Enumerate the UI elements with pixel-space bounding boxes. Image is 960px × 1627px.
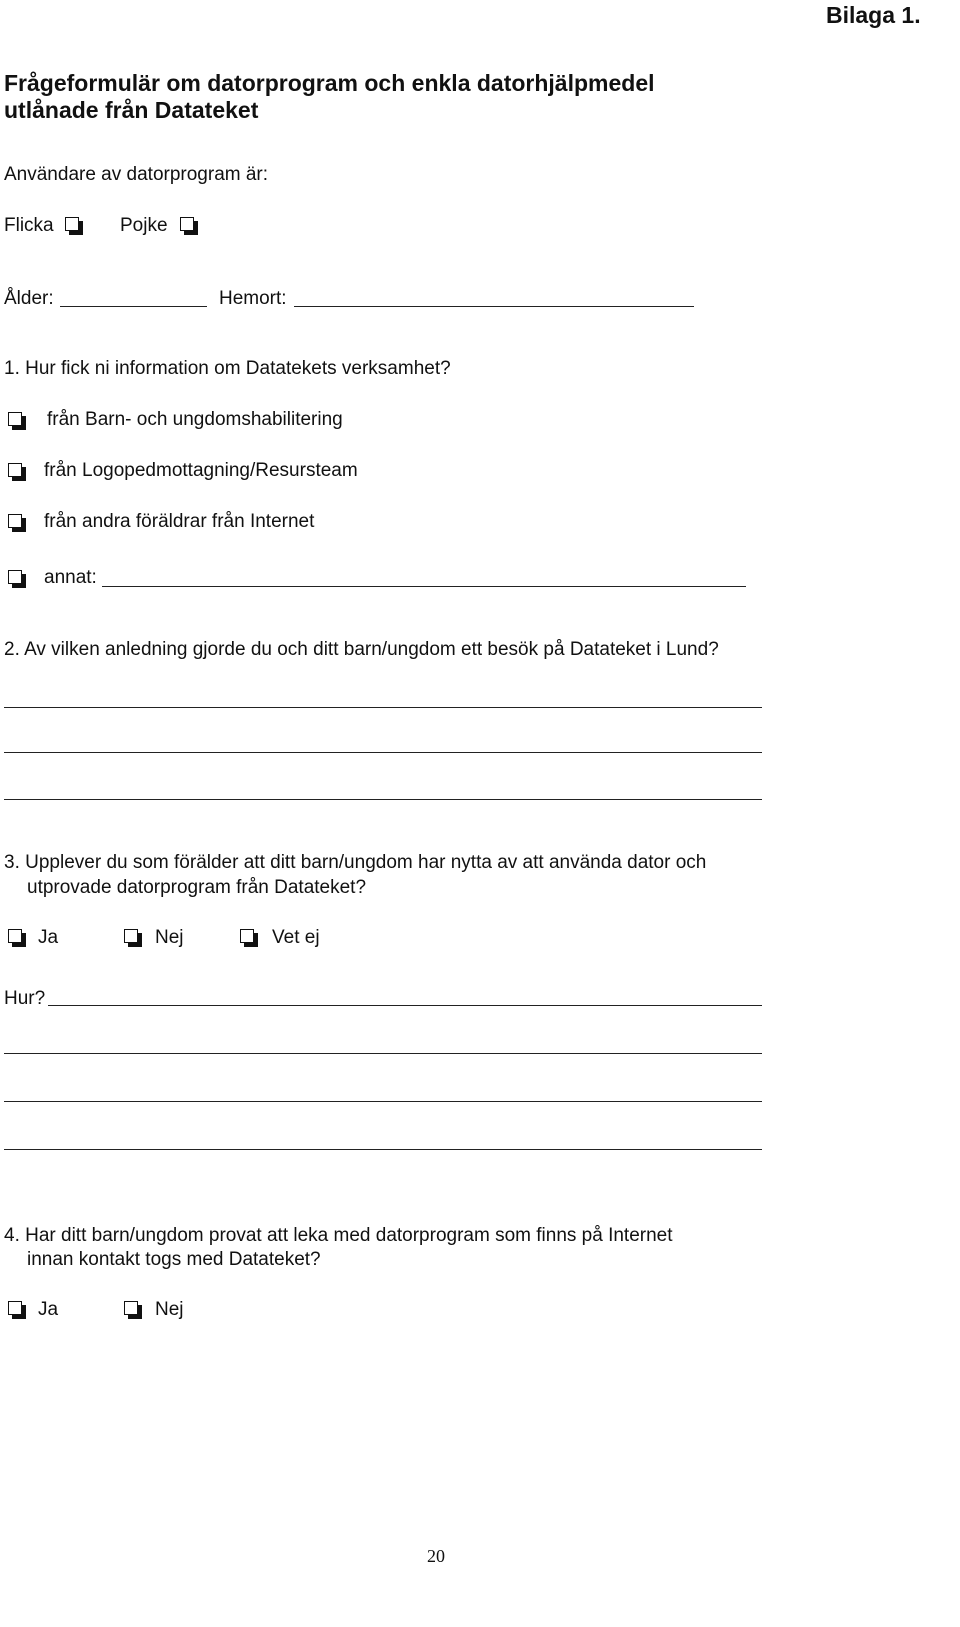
q1-option-4-label: annat:	[44, 567, 97, 588]
q3-dont-know-checkbox[interactable]	[240, 929, 254, 943]
q3-yes-checkbox[interactable]	[8, 929, 22, 943]
q1-option-2-checkbox[interactable]	[8, 463, 22, 477]
question-2: 2. Av vilken anledning gjorde du och ditt barn/ungdom ett besök på Datateket i Lund?	[4, 639, 719, 660]
q1-option-3-checkbox[interactable]	[8, 514, 22, 528]
boy-checkbox[interactable]	[180, 217, 194, 231]
q1-option-3-label: från andra föräldrar från Internet	[44, 511, 315, 532]
question-4-line-1: 4. Har ditt barn/ungdom provat att leka med datorprogram som finns på Internet	[4, 1225, 673, 1246]
q4-yes-checkbox[interactable]	[8, 1301, 22, 1315]
user-prompt: Användare av datorprogram är:	[4, 164, 269, 185]
q1-other-field[interactable]	[102, 586, 746, 587]
title-line-1: Frågeformulär om datorprogram och enkla datorhjälpmedel	[4, 70, 655, 96]
age-label: Ålder:	[4, 288, 54, 309]
q1-option-4-checkbox[interactable]	[8, 570, 22, 584]
q4-yes-label: Ja	[38, 1299, 59, 1320]
page-number: 20	[427, 1546, 445, 1566]
q3-no-label: Nej	[155, 927, 184, 948]
page-title	[4, 70, 904, 124]
q1-option-1-label: från Barn- och ungdomshabilitering	[47, 409, 343, 430]
q3-how-label: Hur?	[4, 988, 46, 1009]
question-3-line-2: utprovade datorprogram från Datateket?	[27, 877, 367, 898]
q2-answer-line-3[interactable]	[4, 799, 762, 800]
q3-how-line-4[interactable]	[4, 1149, 762, 1150]
question-3-line-1: 3. Upplever du som förälder att ditt barn/ungdom har nytta av att använda dator och	[4, 852, 707, 873]
question-4-line-2: innan kontakt togs med Datateket?	[27, 1249, 321, 1270]
girl-label: Flicka	[4, 215, 54, 236]
appendix-label: Bilaga 1.	[826, 2, 921, 28]
hometown-label: Hemort:	[219, 288, 287, 309]
q3-how-line-1[interactable]	[48, 1005, 762, 1006]
q1-option-2-label: från Logopedmottagning/Resursteam	[44, 460, 358, 481]
q1-option-1-checkbox[interactable]	[8, 412, 22, 426]
hometown-field[interactable]	[294, 306, 694, 307]
q2-answer-line-1[interactable]	[4, 707, 762, 708]
q4-no-label: Nej	[155, 1299, 184, 1320]
girl-checkbox[interactable]	[65, 217, 79, 231]
age-field[interactable]	[60, 306, 207, 307]
q3-how-line-3[interactable]	[4, 1101, 762, 1102]
title-line-2: utlånade från Datateket	[4, 97, 259, 123]
q3-dont-know-label: Vet ej	[272, 927, 320, 948]
q3-how-line-2[interactable]	[4, 1053, 762, 1054]
q2-answer-line-2[interactable]	[4, 752, 762, 753]
question-1: 1. Hur fick ni information om Datatekets verksamhet?	[4, 358, 451, 379]
q4-no-checkbox[interactable]	[124, 1301, 138, 1315]
boy-label: Pojke	[120, 215, 168, 236]
q3-no-checkbox[interactable]	[124, 929, 138, 943]
q3-yes-label: Ja	[38, 927, 59, 948]
